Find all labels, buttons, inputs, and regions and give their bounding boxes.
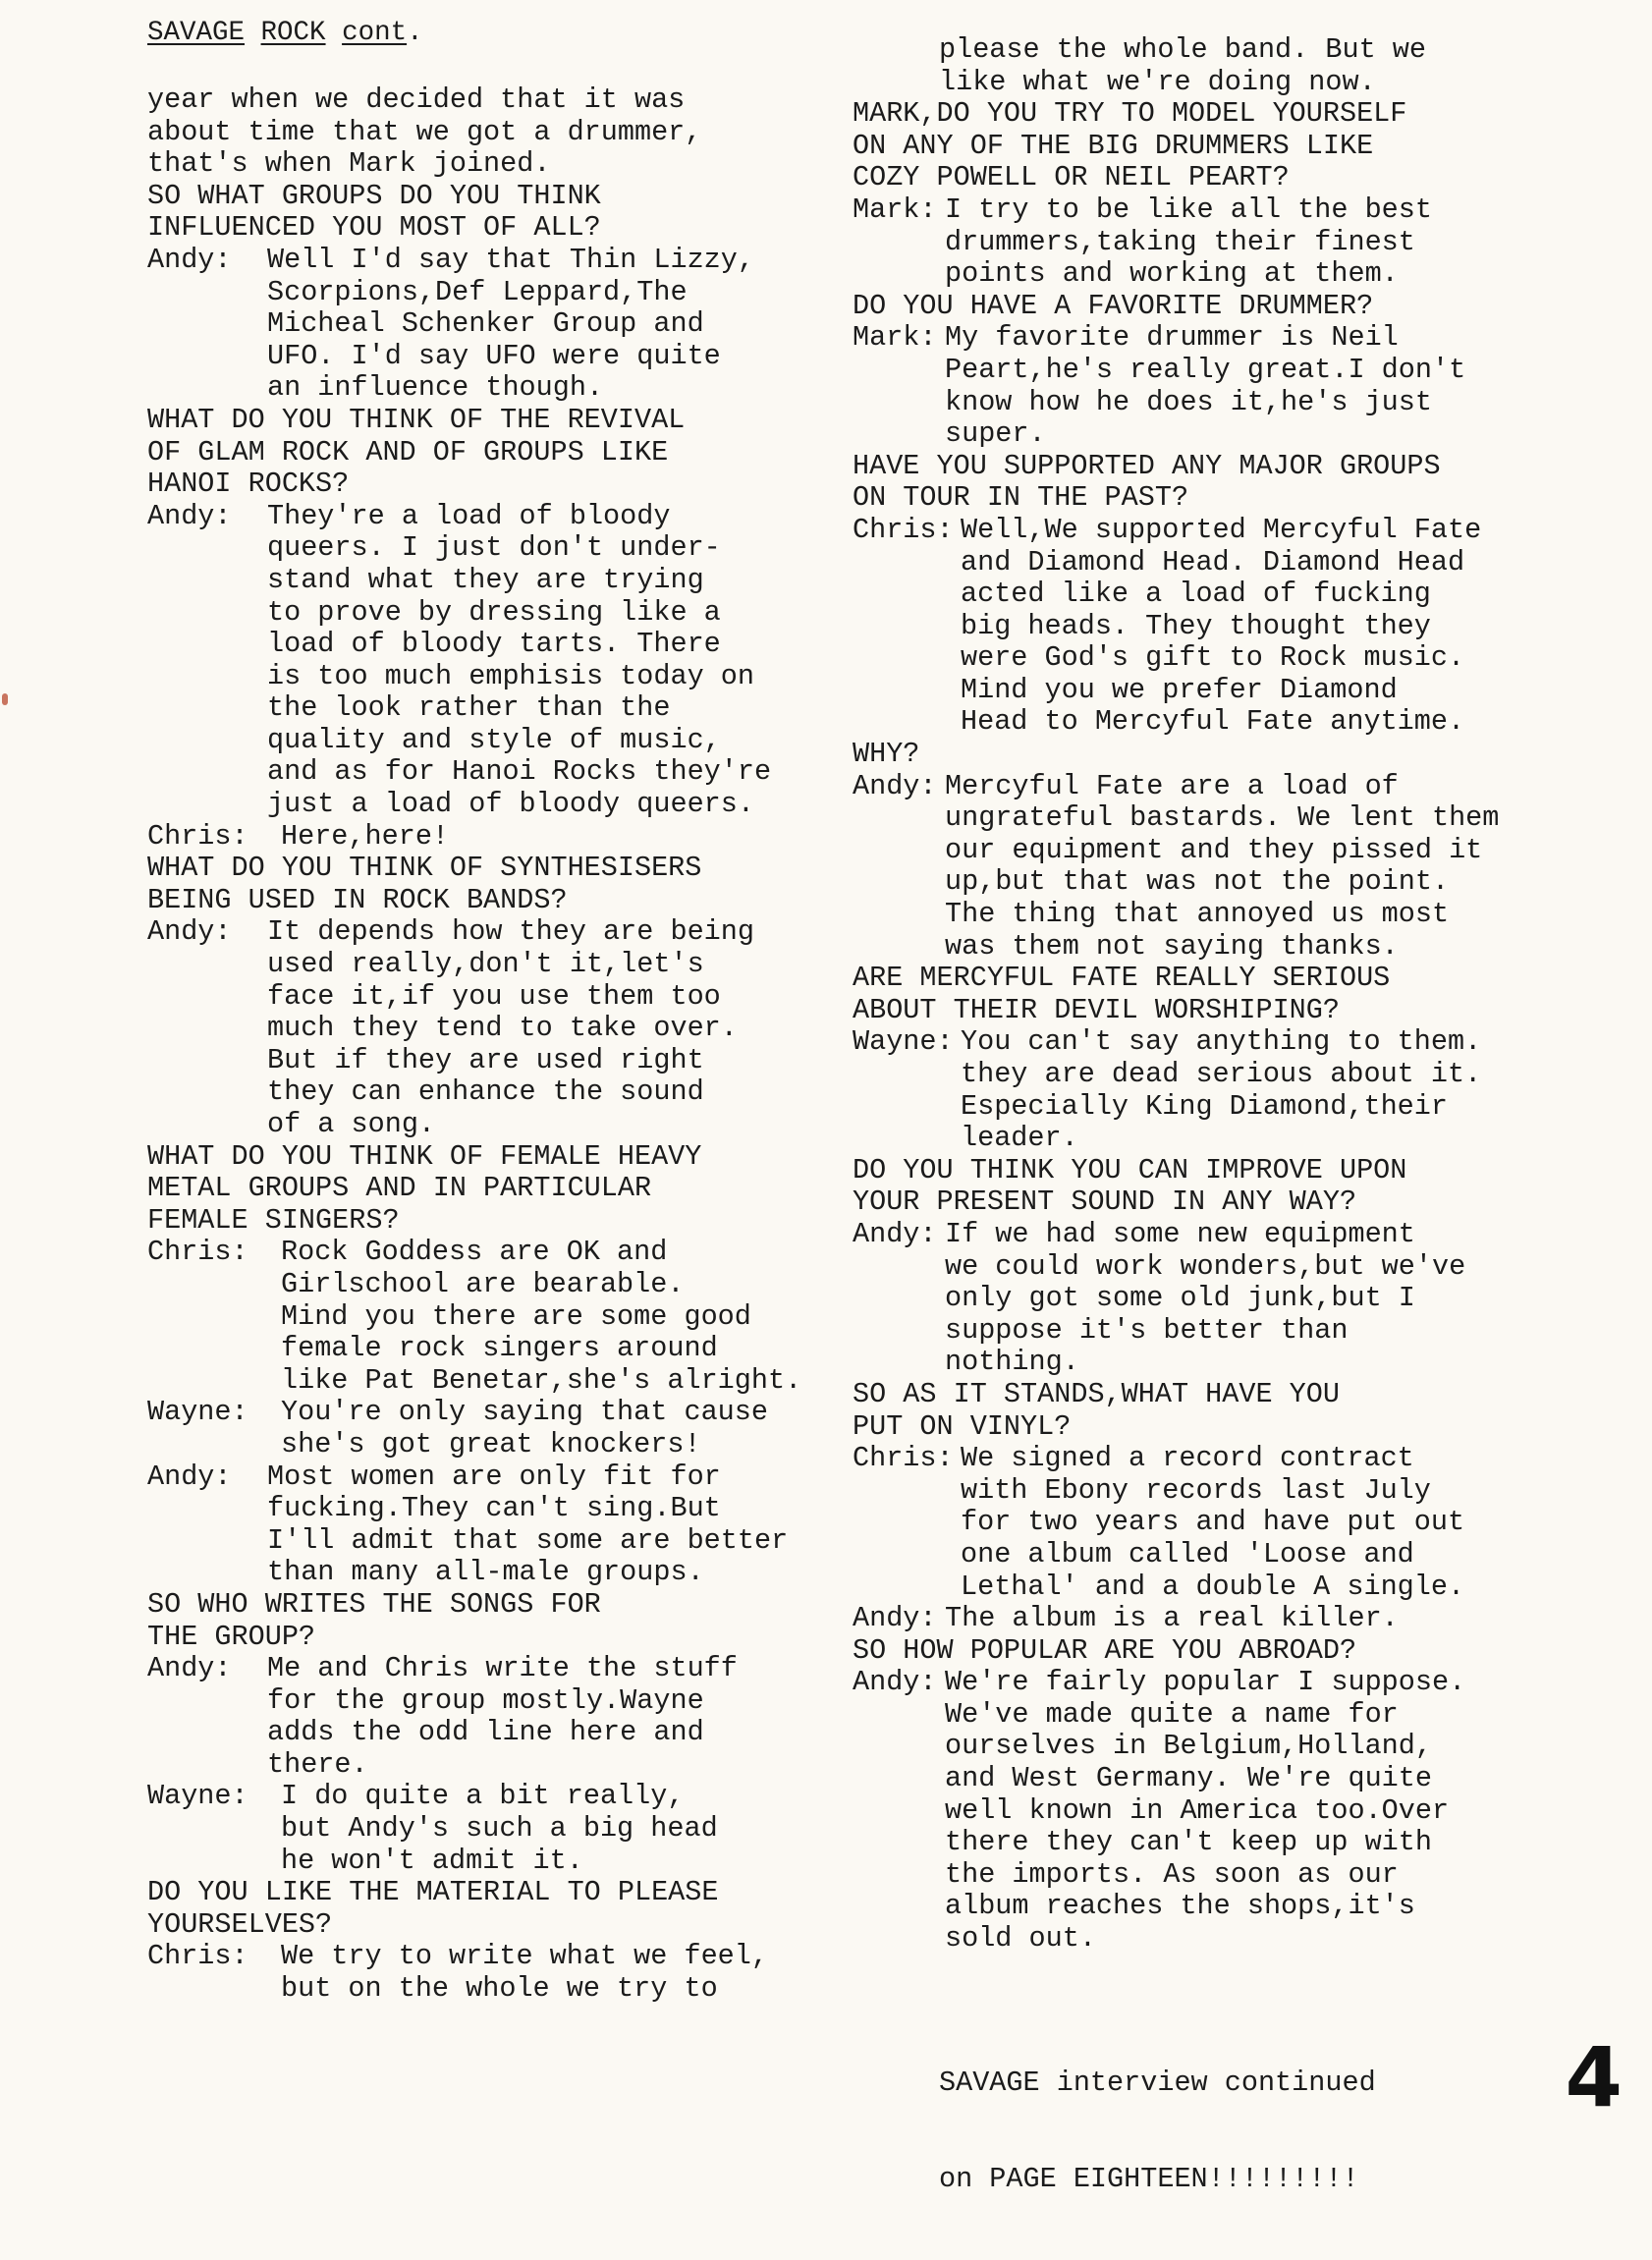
text-line: UFO. I'd say UFO were quite — [267, 339, 721, 372]
answer-text — [248, 1461, 788, 1589]
text-line: we could work wonders,but we've — [945, 1249, 1466, 1283]
text-line: We signed a record contract — [961, 1442, 1414, 1475]
text-line: WHY? — [853, 738, 920, 771]
text-line: We're fairly popular I suppose. — [945, 1666, 1466, 1699]
text-line: face it,if you use them too — [267, 979, 721, 1013]
text-line: WHAT DO YOU THINK OF FEMALE HEAVY — [147, 1139, 702, 1173]
interview-answer — [853, 1026, 1499, 1154]
answer-text — [248, 245, 754, 405]
text-line: know how he does it,he's just — [945, 385, 1432, 418]
text-line: INFLUENCED YOU MOST OF ALL? — [147, 211, 601, 245]
text-line: adds the odd line here and — [267, 1716, 704, 1749]
interview-answer — [853, 1219, 1499, 1379]
text-line: for two years and have put out — [961, 1506, 1465, 1539]
text-line: SO WHAT GROUPS DO YOU THINK — [147, 179, 601, 212]
text-line: We try to write what we feel, — [281, 1940, 768, 1973]
text-line: quality and style of music, — [267, 723, 721, 756]
header-dot: . — [407, 18, 423, 48]
answer-text — [248, 1653, 738, 1781]
text-line: We've made quite a name for — [945, 1697, 1399, 1731]
interview-answer — [147, 1781, 801, 1877]
interview-answer — [147, 916, 801, 1140]
interview-question — [853, 1635, 1499, 1668]
text-line: ABOUT THEIR DEVIL WORSHIPING? — [853, 993, 1340, 1026]
answer-text — [945, 1603, 1399, 1635]
speaker-label: Chris: — [853, 1442, 954, 1475]
text-line: the look rather than the — [267, 691, 671, 725]
speaker-label: Wayne: — [147, 1780, 248, 1813]
text-line: about time that we got a drummer, — [147, 115, 702, 148]
answer-text — [945, 322, 1465, 450]
text-line: much they tend to take over. — [267, 1012, 738, 1045]
interview-question — [853, 451, 1499, 515]
page-number: 4 — [1565, 2029, 1623, 2125]
text-line: and West Germany. We're quite — [945, 1762, 1432, 1795]
continued-text — [147, 84, 801, 181]
text-line: FEMALE SINGERS? — [147, 1203, 400, 1237]
text-line: The album is a real killer. — [945, 1602, 1399, 1635]
interview-answer — [147, 1941, 801, 2005]
text-line: Me and Chris write the stuff — [267, 1652, 738, 1685]
answer-text — [961, 515, 1481, 739]
text-line: They're a load of bloody — [267, 499, 671, 532]
interview-answer — [147, 1461, 801, 1589]
text-line: THE GROUP? — [147, 1620, 316, 1653]
text-line: Well,We supported Mercyful Fate — [961, 513, 1482, 546]
interview-answer — [147, 501, 801, 821]
text-line: like what we're doing now. — [939, 65, 1376, 98]
interview-answer — [147, 1397, 801, 1461]
interview-answer — [853, 194, 1499, 291]
continued-note-line-1: SAVAGE interview continued — [939, 2067, 1376, 2100]
text-line: ourselves in Belgium,Holland, — [945, 1730, 1432, 1763]
text-line: Most women are only fit for — [267, 1460, 721, 1493]
text-line: female rock singers around — [281, 1332, 718, 1365]
text-line: BEING USED IN ROCK BANDS? — [147, 883, 568, 916]
interview-answer — [853, 1667, 1499, 1955]
text-line: If we had some new equipment — [945, 1217, 1415, 1250]
text-line: ON ANY OF THE BIG DRUMMERS LIKE — [853, 129, 1374, 162]
text-line: she's got great knockers! — [281, 1427, 701, 1461]
text-line: stand what they are trying — [267, 563, 704, 596]
text-line: with Ebony records last July — [961, 1473, 1431, 1507]
header-word-cont: cont — [342, 18, 408, 48]
text-line: one album called 'Loose and — [961, 1537, 1414, 1571]
text-line: Well I'd say that Thin Lizzy, — [267, 243, 754, 276]
text-line: for the group mostly.Wayne — [267, 1683, 704, 1717]
text-line: like Pat Benetar,she's alright. — [281, 1363, 802, 1397]
speaker-label: Chris: — [147, 819, 248, 853]
interview-answer — [853, 322, 1499, 450]
interview-answer — [853, 771, 1499, 964]
answer-text — [945, 771, 1499, 964]
interview-question — [853, 1155, 1499, 1219]
left-column-text — [147, 84, 801, 2006]
text-line: HANOI ROCKS? — [147, 468, 350, 501]
text-line: suppose it's better than — [945, 1313, 1349, 1347]
text-line: drummers,taking their finest — [945, 225, 1415, 258]
text-line: YOUR PRESENT SOUND IN ANY WAY? — [853, 1185, 1357, 1219]
text-line: sold out. — [945, 1922, 1096, 1956]
text-line: Head to Mercyful Fate anytime. — [961, 705, 1465, 739]
text-line: I try to be like all the best — [945, 193, 1432, 226]
text-line: there they can't keep up with — [945, 1826, 1432, 1859]
text-line: fucking.They can't sing.But — [267, 1492, 721, 1525]
speaker-label: Wayne: — [853, 1025, 954, 1059]
speaker-label: Andy: — [147, 499, 232, 532]
answer-text — [261, 1237, 801, 1397]
text-line: WHAT DO YOU THINK OF SYNTHESISERS — [147, 852, 702, 885]
answer-text — [261, 1941, 768, 2005]
interview-answer — [147, 245, 801, 405]
text-line: but Andy's such a big head — [281, 1812, 718, 1846]
text-line: Micheal Schenker Group and — [267, 307, 704, 341]
text-line: our equipment and they pissed it — [945, 833, 1483, 866]
text-line: I'll admit that some are better — [267, 1523, 789, 1557]
text-line: queers. I just don't under- — [267, 531, 721, 565]
text-line: COZY POWELL OR NEIL PEART? — [853, 161, 1290, 194]
text-line: but on the whole we try to — [281, 1972, 718, 2006]
speaker-label: Andy: — [147, 1460, 232, 1493]
text-line: an influence though. — [267, 371, 604, 405]
interview-question — [147, 853, 801, 916]
text-line: Peart,he's really great.I don't — [945, 353, 1466, 386]
answer-text — [945, 1219, 1465, 1379]
speaker-label: Andy: — [853, 1666, 937, 1699]
continued-note — [939, 2004, 1376, 2260]
text-line: PUT ON VINYL? — [853, 1409, 1072, 1443]
continued-text — [853, 34, 1499, 98]
text-line: Rock Goddess are OK and — [281, 1236, 668, 1269]
text-line: super. — [945, 417, 1046, 451]
text-line: WHAT DO YOU THINK OF THE REVIVAL — [147, 403, 686, 436]
text-line: YOURSELVES? — [147, 1907, 333, 1941]
text-line: big heads. They thought they — [961, 609, 1431, 642]
text-line: METAL GROUPS AND IN PARTICULAR — [147, 1172, 652, 1205]
text-line: there. — [267, 1747, 368, 1781]
text-line: DO YOU LIKE THE MATERIAL TO PLEASE — [147, 1876, 719, 1909]
text-line: MARK,DO YOU TRY TO MODEL YOURSELF — [853, 97, 1407, 131]
text-line: I do quite a bit really, — [281, 1780, 685, 1813]
answer-text — [261, 1397, 768, 1461]
answer-text — [945, 194, 1432, 291]
text-line: leader. — [961, 1122, 1078, 1155]
text-line: ARE MERCYFUL FATE REALLY SERIOUS — [853, 962, 1391, 995]
text-line: Mercyful Fate are a load of — [945, 769, 1399, 802]
text-line: SO WHO WRITES THE SONGS FOR — [147, 1587, 601, 1621]
text-line: acted like a load of fucking — [961, 578, 1431, 611]
speaker-label: Andy: — [147, 243, 232, 276]
interview-answer — [853, 1443, 1499, 1603]
speaker-label: Andy: — [853, 1602, 937, 1635]
speaker-label: Chris: — [853, 513, 954, 546]
text-line: they can enhance the sound — [267, 1075, 704, 1109]
answer-text — [945, 1667, 1465, 1955]
text-line: please the whole band. But we — [939, 33, 1426, 66]
text-line: Lethal' and a double A single. — [961, 1570, 1465, 1603]
text-line: than many all-male groups. — [267, 1556, 704, 1589]
answer-text — [961, 1026, 1481, 1154]
interview-answer — [147, 1237, 801, 1397]
text-line: DO YOU HAVE A FAVORITE DRUMMER? — [853, 289, 1374, 322]
text-line: HAVE YOU SUPPORTED ANY MAJOR GROUPS — [853, 449, 1441, 482]
speaker-label: Mark: — [853, 193, 937, 226]
text-line: But if they are used right — [267, 1043, 704, 1076]
interview-answer — [853, 1603, 1499, 1635]
text-line: The thing that annoyed us most — [945, 898, 1450, 931]
interview-question — [147, 1589, 801, 1653]
text-line: Mind you we prefer Diamond — [961, 673, 1398, 706]
text-line: points and working at them. — [945, 257, 1399, 291]
speaker-label: Andy: — [147, 1652, 232, 1685]
interview-question — [147, 405, 801, 501]
text-line: to prove by dressing like a — [267, 595, 721, 629]
speaker-label: Mark: — [853, 321, 937, 355]
text-line: were God's gift to Rock music. — [961, 641, 1465, 675]
answer-text — [261, 821, 449, 854]
text-line: ungrateful bastards. We lent them — [945, 801, 1500, 835]
text-line: OF GLAM ROCK AND OF GROUPS LIKE — [147, 435, 669, 469]
header-word-savage: SAVAGE — [147, 18, 246, 48]
interview-question — [147, 1141, 801, 1238]
interview-question — [853, 1379, 1499, 1443]
text-line: SO HOW POPULAR ARE YOU ABROAD? — [853, 1633, 1357, 1667]
text-line: album reaches the shops,it's — [945, 1890, 1415, 1923]
text-line: Here,here! — [281, 819, 450, 853]
text-line: Girlschool are bearable. — [281, 1267, 685, 1300]
text-line: ON TOUR IN THE PAST? — [853, 481, 1189, 515]
text-line: My favorite drummer is Neil — [945, 321, 1399, 355]
text-line: and Diamond Head. Diamond Head — [961, 545, 1465, 579]
text-line: nothing. — [945, 1346, 1079, 1379]
speaker-label: Andy: — [853, 769, 937, 802]
text-line: It depends how they are being — [267, 915, 754, 949]
interview-answer — [853, 515, 1499, 739]
text-line: Mind you there are some good — [281, 1299, 751, 1333]
text-line: is too much emphisis today on — [267, 659, 754, 692]
text-line: year when we decided that it was — [147, 83, 686, 116]
answer-text — [261, 1781, 718, 1877]
text-line: Especially King Diamond,their — [961, 1089, 1448, 1123]
text-line: was them not saying thanks. — [945, 929, 1399, 963]
text-line: load of bloody tarts. There — [267, 628, 721, 661]
text-line: and as for Hanoi Rocks they're — [267, 755, 772, 789]
speaker-label: Andy: — [853, 1217, 937, 1250]
interview-question — [853, 739, 1499, 771]
text-line: well known in America too.Over — [945, 1793, 1450, 1827]
staple-mark — [2, 693, 8, 705]
continued-note-line-2: on PAGE EIGHTEEN!!!!!!!!! — [939, 2162, 1359, 2195]
speaker-label: Wayne: — [147, 1396, 248, 1429]
interview-question — [853, 291, 1499, 323]
text-line: just a load of bloody queers. — [267, 788, 754, 821]
text-line: that's when Mark joined. — [147, 147, 551, 181]
text-line: only got some old junk,but I — [945, 1282, 1415, 1315]
header-word-rock: ROCK — [260, 18, 326, 48]
text-line: they are dead serious about it. — [961, 1058, 1482, 1090]
text-line: You can't say anything to them. — [961, 1025, 1482, 1059]
answer-text — [248, 501, 771, 821]
interview-question — [853, 98, 1499, 194]
interview-answer — [147, 821, 801, 854]
speaker-label: Chris: — [147, 1940, 248, 1973]
text-line: DO YOU THINK YOU CAN IMPROVE UPON — [853, 1153, 1407, 1186]
answer-text — [248, 916, 754, 1140]
speaker-label: Chris: — [147, 1236, 248, 1269]
right-column-text — [853, 34, 1499, 1956]
answer-text — [961, 1443, 1464, 1603]
text-line: he won't admit it. — [281, 1844, 583, 1877]
text-line: up,but that was not the point. — [945, 865, 1450, 899]
text-line: Scorpions,Def Leppard,The — [267, 275, 688, 308]
interview-question — [147, 181, 801, 245]
text-line: SO AS IT STANDS,WHAT HAVE YOU — [853, 1377, 1340, 1410]
text-line: used really,don't it,let's — [267, 948, 704, 981]
text-line: You're only saying that cause — [281, 1396, 768, 1429]
interview-question — [853, 963, 1499, 1026]
interview-question — [147, 1877, 801, 1941]
text-line: of a song. — [267, 1108, 436, 1140]
interview-answer — [147, 1653, 801, 1781]
speaker-label: Andy: — [147, 915, 232, 949]
article-header — [147, 18, 423, 49]
text-line: the imports. As soon as our — [945, 1857, 1399, 1891]
